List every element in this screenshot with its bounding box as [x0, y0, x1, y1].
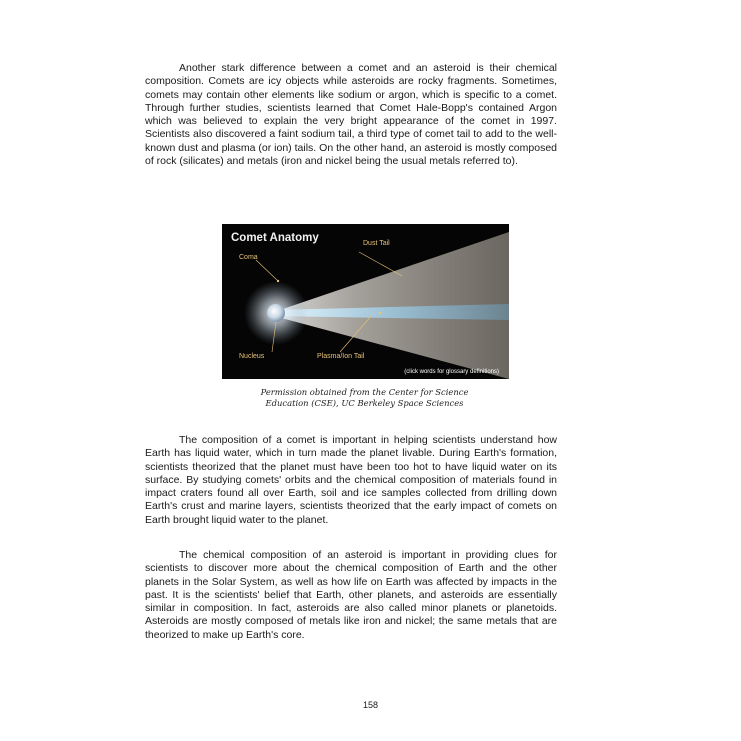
- page-number: 158: [362, 700, 379, 710]
- label-nucleus[interactable]: Nucleus: [239, 353, 265, 360]
- caption-line-1: Permission obtained from the Center for Science: [260, 387, 469, 397]
- label-dust-tail[interactable]: Dust Tail: [363, 240, 390, 247]
- paragraph-asteroid-composition: The chemical composition of an asteroid is important in providing clues for scientists to discover more about the chemical composition of Earth and the other planets in the Solar System, as well as how life on Earth was affected by impacts in the past. It is the scientists' belief that Earth, other planets, and asteroids are essentially similar in composition. In fact, asteroids are also called minor planets or planetoids. Asteroids are mostly composed of metals like iron and nickel; the same metals that are theorized to make up Earth's core.: [145, 549, 557, 641]
- label-coma[interactable]: Coma: [239, 254, 258, 261]
- comet-anatomy-figure: [222, 224, 509, 379]
- figure-title: Comet Anatomy: [231, 232, 319, 244]
- nucleus-shape: [267, 304, 285, 322]
- figure-caption: [222, 387, 507, 409]
- paragraph-comet-asteroid-composition: Another stark difference between a comet and an asteroid is their chemical composition. Comets are icy objects while asteroids are rocky fragments. Sometimes, comets may contain other elements like sodium or argon, which is specific to a comet. Through further studies, scientists learned that Comet Hale-Bopp's contained Argon which was believed to explain the very bright appearance of the comet in 1997. Scientists also discovered a faint sodium tail, a third type of comet tail to add to the well-known dust and plasma (or ion) tails. On the other hand, an asteroid is mostly composed of rock (silicates) and metals (iron and nickel being the usual metals referred to).: [145, 62, 557, 168]
- paragraph-comet-water: The composition of a comet is important in helping scientists understand how Earth has liquid water, which in turn made the planet livable. During Earth's formation, scientists theorized that the planet must have been too hot to have liquid water on its surface. By studying comets' orbits and the chemical composition of materials found in impact craters found all over Earth, soil and ice samples collected from drilling down Earth's crust and marine layers, scientists theorized that the early impact of comets on Earth brought liquid water to the planet.: [145, 434, 557, 526]
- caption-line-2: Education (CSE), UC Berkeley Space Sciences: [265, 398, 464, 408]
- label-plasma-ion-tail[interactable]: Plasma/Ion Tail: [317, 353, 365, 360]
- comet-illustration: [222, 224, 509, 379]
- figure-glossary-note: (click words for glossary definitions): [404, 369, 499, 375]
